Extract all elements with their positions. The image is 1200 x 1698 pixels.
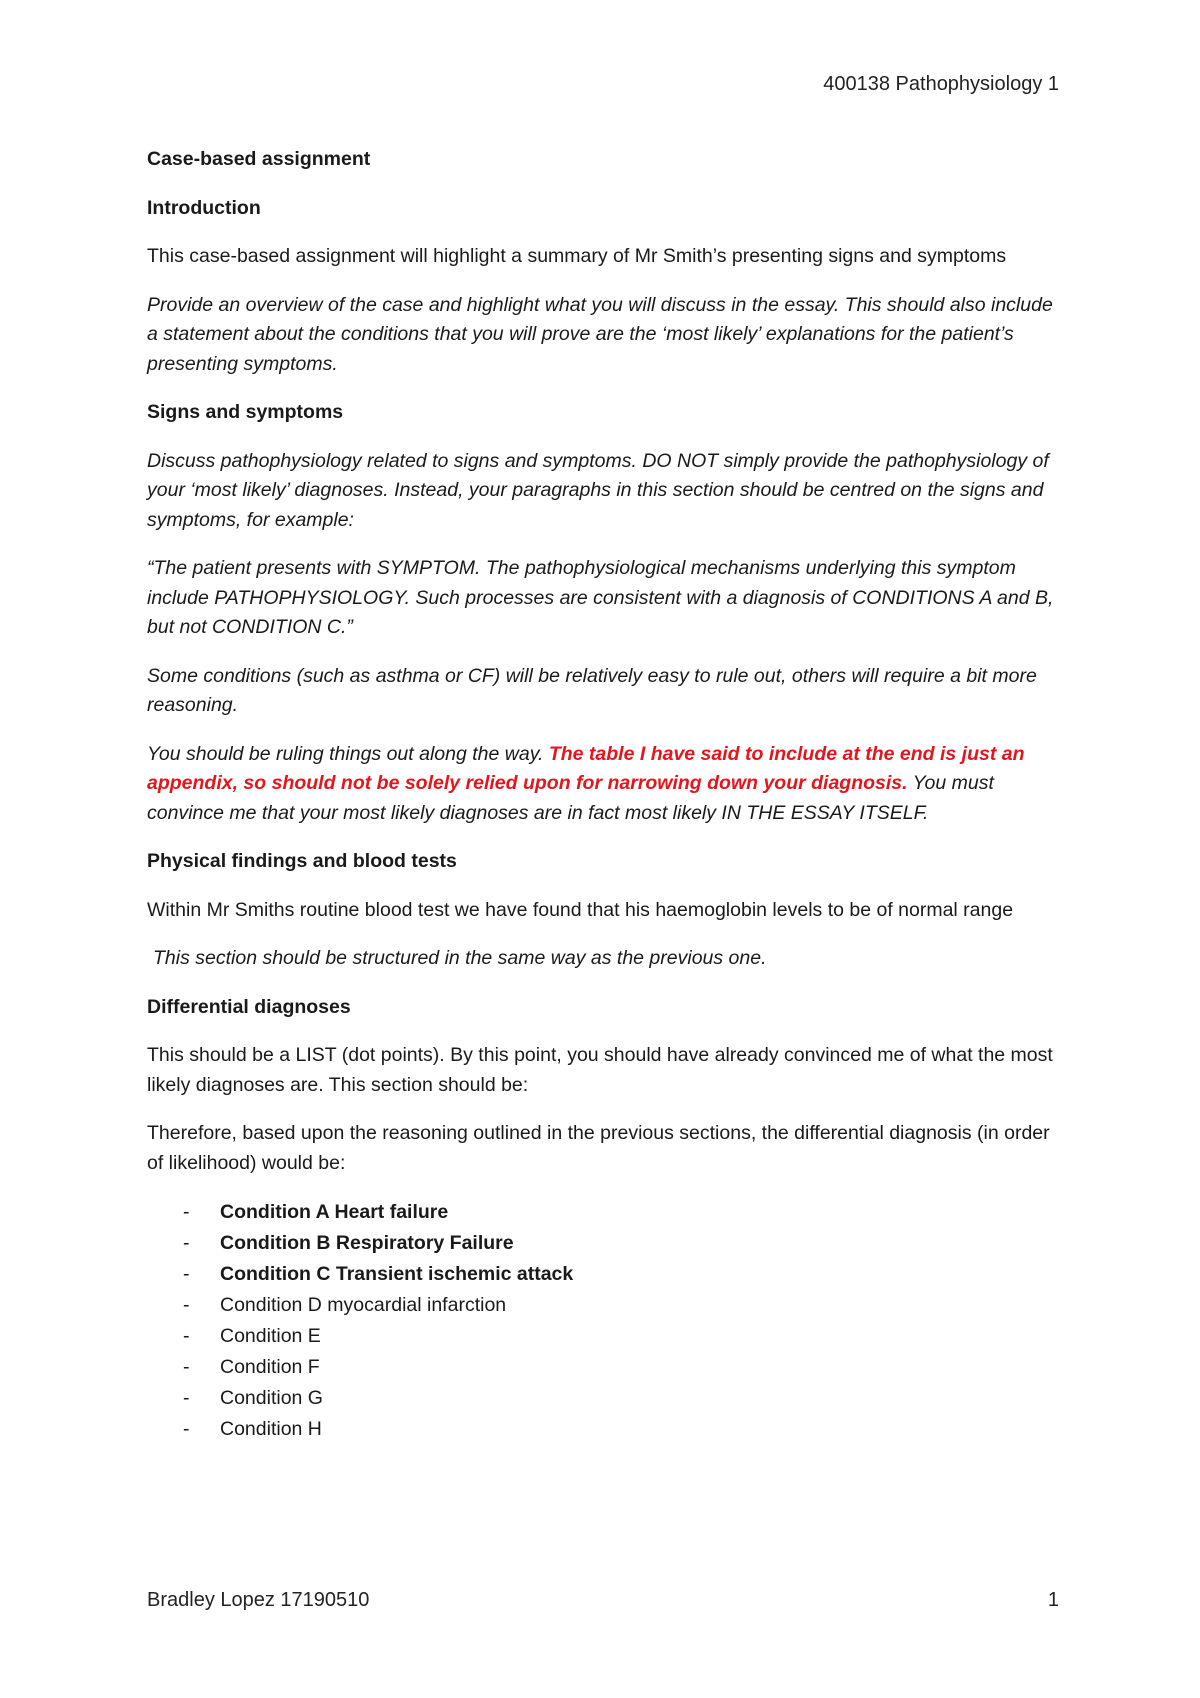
- list-dash: -: [183, 1387, 190, 1409]
- introduction-paragraph: This case-based assignment will highlight a summary of Mr Smith’s presenting signs and symptoms: [147, 245, 1007, 267]
- signs-heading: Signs and symptoms: [147, 401, 344, 423]
- list-item: [147, 1290, 1067, 1321]
- list-dash: -: [183, 1418, 190, 1440]
- signs-instruction-3: Some conditions (such as asthma or CF) will be relatively easy to rule out, others will require a bit more reasoning.: [147, 664, 1037, 716]
- document-body: [147, 145, 1067, 1445]
- physical-instruction: This section should be structured in the same way as the previous one.: [153, 947, 767, 969]
- list-item-label: Condition A Heart failure: [220, 1201, 449, 1223]
- differential-paragraph-2: Therefore, based upon the reasoning outlined in the previous sections, the differential diagnosis (in order of likelihood) would be:: [147, 1122, 1050, 1174]
- list-dash: -: [183, 1263, 190, 1285]
- list-item-label: Condition D myocardial infarction: [220, 1294, 507, 1316]
- list-dash: -: [183, 1232, 190, 1254]
- list-dash: -: [183, 1201, 190, 1223]
- list-item: [147, 1197, 1067, 1228]
- signs-instruction-4-end: You must convince me that your most likely diagnoses are in fact most likely IN THE ESSAY ITSELF.: [147, 772, 994, 824]
- list-item: [147, 1228, 1067, 1259]
- signs-instruction-1: Discuss pathophysiology related to signs and symptoms. DO NOT simply provide the pathophysiology of your ‘most likely’ diagnoses. Instead, your paragraphs in this section should be centred on the signs and symptoms, for example:: [147, 449, 1049, 531]
- differential-heading: Differential diagnoses: [147, 995, 351, 1018]
- introduction-instruction: Provide an overview of the case and highlight what you will discuss in the essay. This should also include a statement about the conditions that you will prove are the ‘most likely’ explanations for the patient’s presenting symptoms.: [147, 293, 1053, 375]
- physical-heading: Physical findings and blood tests: [147, 850, 457, 872]
- differential-list: [147, 1197, 1067, 1445]
- footer-author: Bradley Lopez 17190510: [147, 1589, 370, 1611]
- page-header: 400138 Pathophysiology 1: [823, 73, 1059, 95]
- signs-instruction-4-start: You should be ruling things out along the way.: [147, 742, 549, 765]
- list-item-label: Condition E: [220, 1325, 321, 1347]
- list-item: [147, 1414, 1067, 1445]
- document-title: Case-based assignment: [147, 148, 371, 170]
- list-item-label: Condition B Respiratory Failure: [220, 1232, 514, 1254]
- introduction-heading: Introduction: [147, 196, 261, 219]
- list-item-label: Condition H: [220, 1418, 322, 1440]
- differential-paragraph-1: This should be a LIST (dot points). By this point, you should have already convinced me of what the most likely diagnoses are. This section should be:: [147, 1044, 1053, 1096]
- signs-instruction-4-highlight: The table I have said to include at the end is just an appendix, so should not be solely relied upon for narrowing down your diagnosis.: [147, 742, 1025, 794]
- list-item-label: Condition F: [220, 1356, 320, 1378]
- list-item-label: Condition G: [220, 1387, 323, 1409]
- signs-instruction-4: [147, 740, 1067, 829]
- list-item: [147, 1321, 1067, 1352]
- list-item-label: Condition C Transient ischemic attack: [220, 1263, 574, 1285]
- list-dash: -: [183, 1356, 190, 1378]
- physical-paragraph: Within Mr Smiths routine blood test we have found that his haemoglobin levels to be of normal range: [147, 898, 1014, 921]
- list-item: [147, 1259, 1067, 1290]
- footer-page-number: 1: [1047, 1589, 1059, 1611]
- list-dash: -: [183, 1325, 190, 1347]
- signs-instruction-2: “The patient presents with SYMPTOM. The pathophysiological mechanisms underlying this symptom include PATHOPHYSIOLOGY. Such processes are consistent with a diagnosis of CONDITIONS A and B, but not CONDITION C.”: [147, 557, 1054, 638]
- list-dash: -: [183, 1294, 190, 1316]
- list-item: [147, 1383, 1067, 1414]
- list-item: [147, 1352, 1067, 1383]
